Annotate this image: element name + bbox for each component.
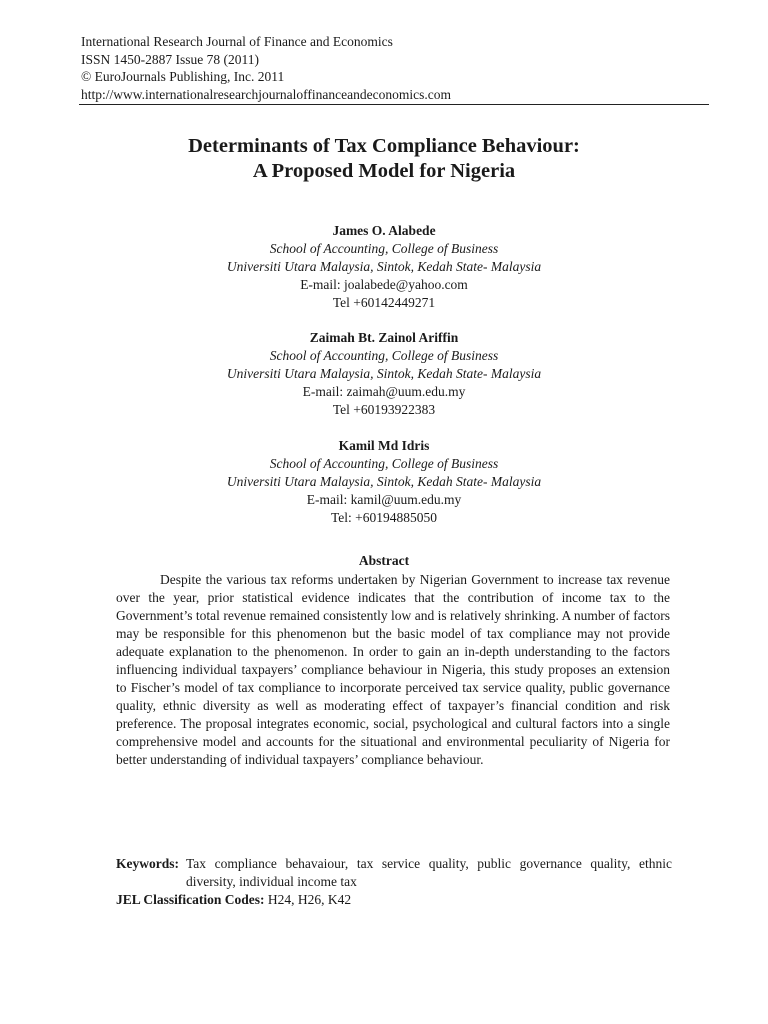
- journal-copyright: © EuroJournals Publishing, Inc. 2011: [81, 69, 285, 84]
- author-block-1: [0, 222, 768, 312]
- jel-label: JEL Classification Codes:: [116, 892, 265, 907]
- author-block-2: [0, 329, 768, 419]
- journal-issn: ISSN 1450-2887 Issue 78 (2011): [81, 51, 259, 67]
- keywords-section: [116, 855, 672, 891]
- author-university: Universiti Utara Malaysia, Sintok, Kedah State- Malaysia: [226, 366, 542, 381]
- keywords-text: Tax compliance behavaiour, tax service quality, public governance quality, ethnic diversity, individual income tax: [186, 856, 672, 889]
- journal-name: International Research Journal of Finance and Economics: [81, 34, 393, 49]
- author-university: Universiti Utara Malaysia, Sintok, Kedah State- Malaysia: [226, 474, 542, 489]
- author-email: E-mail: kamil@uum.edu.my: [306, 492, 462, 507]
- author-school: School of Accounting, College of Business: [269, 241, 499, 256]
- header-rule: [79, 104, 709, 105]
- abstract-heading: Abstract: [358, 553, 410, 568]
- jel-codes: H24, H26, K42: [267, 892, 352, 907]
- author-name: James O. Alabede: [332, 223, 436, 238]
- author-name: Kamil Md Idris: [338, 438, 430, 453]
- journal-header: [81, 33, 451, 103]
- author-tel: Tel: +60194885050: [330, 510, 438, 525]
- author-university: Universiti Utara Malaysia, Sintok, Kedah State- Malaysia: [226, 259, 542, 274]
- abstract-body: [116, 571, 670, 769]
- author-tel: Tel +60193922383: [332, 402, 436, 417]
- author-tel: Tel +60142449271: [332, 295, 436, 310]
- title-line-1: Determinants of Tax Compliance Behaviour:: [188, 135, 580, 157]
- paper-title: [0, 134, 768, 184]
- author-email: E-mail: joalabede@yahoo.com: [300, 277, 468, 292]
- author-school: School of Accounting, College of Business: [269, 456, 499, 471]
- author-school: School of Accounting, College of Business: [269, 348, 499, 363]
- journal-url: http://www.internationalresearchjournaloffinanceandeconomics.com: [81, 86, 451, 102]
- author-name: Zaimah Bt. Zainol Ariffin: [309, 330, 459, 345]
- abstract-paragraph: Despite the various tax reforms undertaken by Nigerian Government to increase tax revenue over the year, prior statistical evidence indicates that the contribution of income tax to the Government’s total revenue remained consistently low and is relatively shrinking. A number of factors may be responsible for this phenomenon but the basic model of tax compliance may not provide adequate explanation to the phenomenon. In order to gain an in-depth understanding to the factors influencing individual taxpayers’ compliance behaviour in Nigeria, this study proposes an extension to Fischer’s model of tax compliance to incorporate perceived tax service quality, public governance quality, ethnic diversity as well as moderating effect of taxpayer’s financial condition and risk preference. The proposal integrates economic, social, psychological and cultural factors into a single comprehensive model and accounts for the situational and environmental peculiarity of Nigeria for better understanding of individual taxpayers’ compliance behaviour.: [116, 572, 670, 767]
- author-email: E-mail: zaimah@uum.edu.my: [302, 384, 466, 399]
- keywords-label: Keywords:: [116, 856, 179, 871]
- author-block-3: [0, 437, 768, 527]
- title-line-2: A Proposed Model for Nigeria: [252, 160, 516, 182]
- jel-section: [116, 891, 351, 909]
